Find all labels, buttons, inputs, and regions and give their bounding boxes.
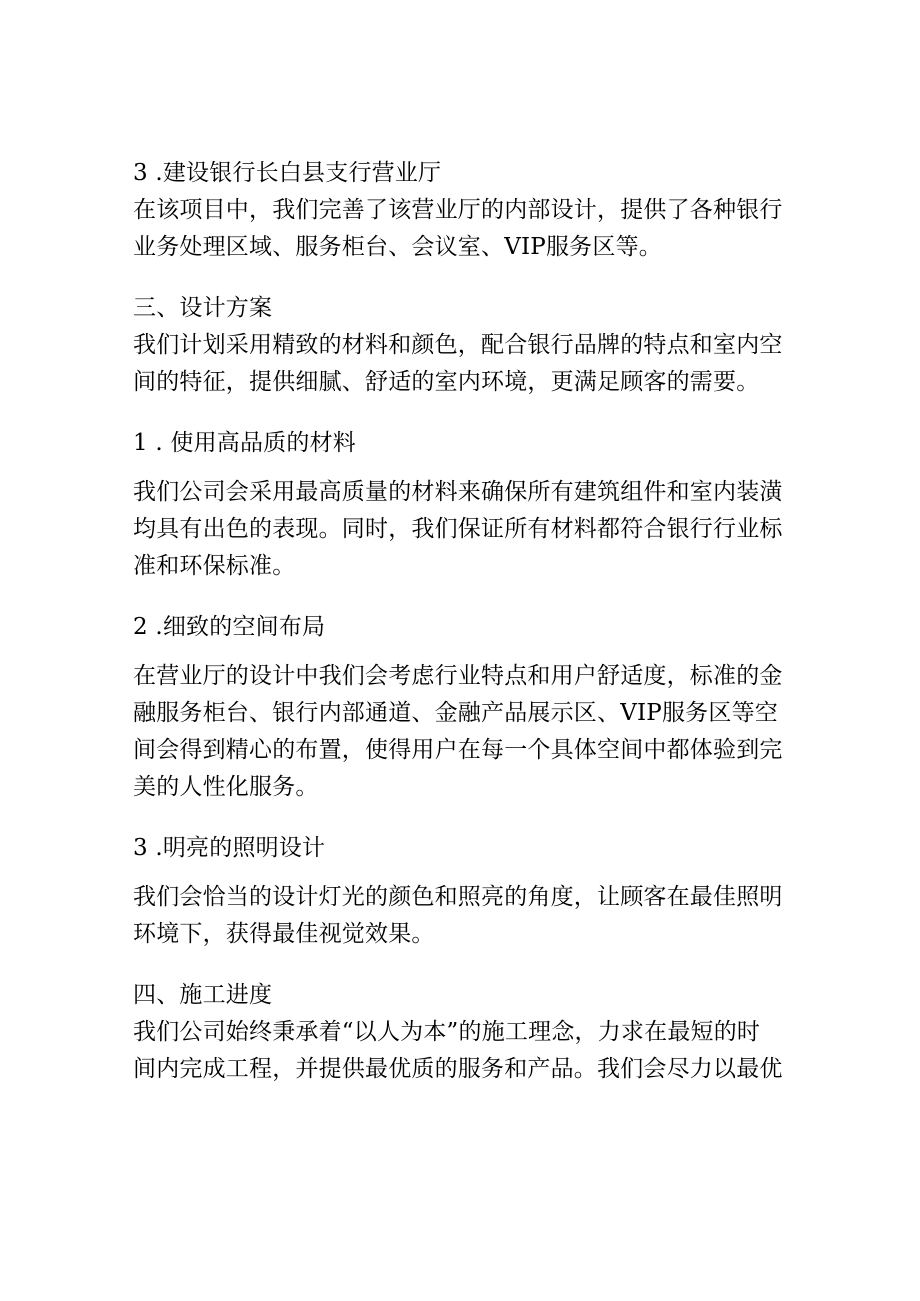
paragraph-line: 间内完成工程，并提供最优质的服务和产品。我们会尽力以最优 — [133, 1056, 783, 1082]
spacer — [133, 462, 793, 474]
paragraph-line: 我们会恰当的设计灯光的颜色和照亮的角度，让顾客在最佳照明 — [133, 884, 783, 910]
section-heading: 1 . 使用高品质的材料 — [133, 430, 356, 456]
section-materials — [133, 425, 793, 585]
section-heading: 3 .建设银行长白县支行营业厅 — [133, 160, 442, 186]
section-layout — [133, 609, 793, 806]
paragraph-line: 准和环保标准。 — [133, 553, 296, 579]
paragraph-line: 间会得到精心的布置，使得用户在每一个具体空间中都体验到完 — [133, 737, 783, 763]
paragraph-line: 我们公司会采用最高质量的材料来确保所有建筑组件和室内装潢 — [133, 479, 783, 505]
section-heading: 三、设计方案 — [133, 295, 273, 321]
section-heading: 2 .细致的空间布局 — [133, 614, 326, 640]
paragraph-line: 在营业厅的设计中我们会考虑行业特点和用户舒适度，标准的金 — [133, 663, 783, 689]
paragraph-line: 美的人性化服务。 — [133, 774, 319, 800]
spacer — [133, 646, 793, 658]
spacer — [133, 585, 793, 609]
paragraph-line: 环境下，获得最佳视觉效果。 — [133, 921, 435, 947]
document-body — [133, 155, 793, 1088]
paragraph-line: 我们计划采用精致的材料和颜色，配合银行品牌的特点和室内空 — [133, 332, 783, 358]
spacer — [133, 266, 793, 290]
paragraph-line: 间的特征，提供细腻、舒适的室内环境，更满足顾客的需要。 — [133, 369, 760, 395]
paragraph-line: 在该项目中，我们完善了该营业厅的内部设计，提供了各种银行 — [133, 197, 783, 223]
paragraph-line: 业务处理区域、服务柜台、会议室、VIP服务区等。 — [133, 234, 662, 260]
paragraph-line: 融服务柜台、银行内部通道、金融产品展示区、VIP服务区等空 — [133, 700, 778, 726]
paragraph-line: 我们公司始终秉承着“以人为本”的施工理念，力求在最短的时 — [133, 1019, 761, 1045]
spacer — [133, 806, 793, 830]
section-lighting — [133, 830, 793, 953]
spacer — [133, 867, 793, 879]
spacer — [133, 953, 793, 977]
section-progress — [133, 977, 793, 1088]
section-heading: 四、施工进度 — [133, 982, 273, 1008]
section-design-plan — [133, 290, 793, 401]
paragraph-line: 均具有出色的表现。同时，我们保证所有材料都符合银行行业标 — [133, 516, 783, 542]
section-heading: 3 .明亮的照明设计 — [133, 835, 326, 861]
spacer — [133, 401, 793, 425]
section-bank-branch — [133, 155, 793, 266]
